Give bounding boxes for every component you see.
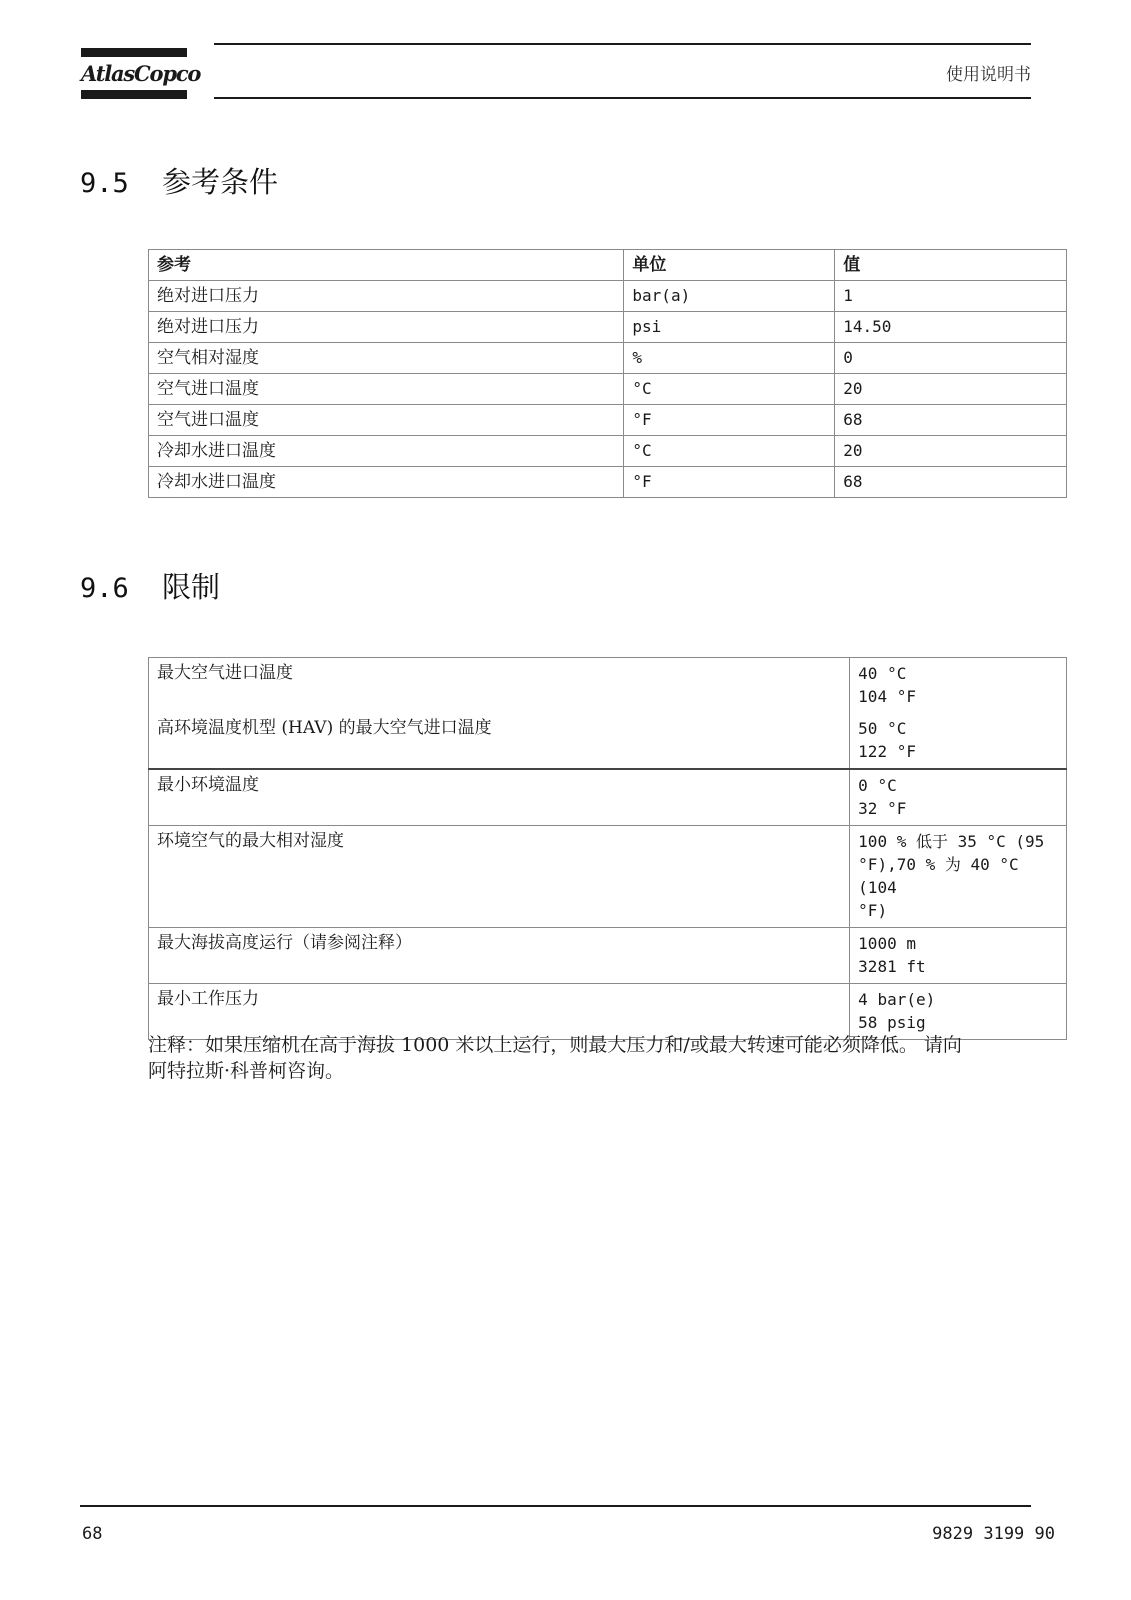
note-line: 注释：如果压缩机在高于海拔 1000 米以上运行，则最大压力和/或最大转速可能必须降低。 请向	[148, 1034, 962, 1056]
value-line: 4 bar(e)	[858, 990, 936, 1009]
section-heading-9-5	[80, 160, 278, 201]
table-row	[149, 467, 1067, 498]
table-row	[149, 769, 1067, 826]
note-line: 阿特拉斯·科普柯咨询。	[148, 1060, 345, 1082]
value-cell: 20	[835, 374, 1067, 405]
value-cell: 68	[835, 405, 1067, 436]
table-row	[149, 928, 1067, 984]
header-rule-bottom	[214, 97, 1031, 99]
limit-label-cell: 最小工作压力	[149, 984, 850, 1040]
section-title: 参考条件	[162, 165, 279, 199]
reference-cell: 冷却水进口温度	[149, 467, 624, 498]
value-cell: 0	[835, 343, 1067, 374]
header-rule-top	[214, 43, 1031, 45]
table-row	[149, 826, 1067, 928]
value-cell: 68	[835, 467, 1067, 498]
value-line: 32 °F	[858, 799, 907, 818]
table-row	[149, 374, 1067, 405]
reference-cell: 冷却水进口温度	[149, 436, 624, 467]
limit-value-cell	[850, 769, 1067, 826]
reference-cell: 空气相对湿度	[149, 343, 624, 374]
reference-cell: 空气进口温度	[149, 405, 624, 436]
table-row	[149, 436, 1067, 467]
unit-cell: bar(a)	[624, 281, 835, 312]
limit-label-cell: 最大空气进口温度	[149, 658, 850, 714]
page-number: 68	[82, 1524, 103, 1544]
logo-text: AtlasCopco	[81, 61, 201, 86]
unit-cell: psi	[624, 312, 835, 343]
limit-label-cell: 环境空气的最大相对湿度	[149, 826, 850, 928]
value-line: 122 °F	[858, 742, 916, 761]
table-row	[149, 405, 1067, 436]
column-header-unit: 单位	[624, 250, 835, 281]
limit-value-cell	[850, 713, 1067, 769]
unit-cell: °F	[624, 405, 835, 436]
value-line: 1000 m	[858, 934, 916, 953]
section-number: 9.6	[80, 573, 129, 604]
footer-rule	[80, 1505, 1031, 1507]
unit-cell: °C	[624, 374, 835, 405]
logo-bar-top	[81, 48, 187, 57]
column-header-reference: 参考	[149, 250, 624, 281]
table-header-row	[149, 250, 1067, 281]
value-line: °F),70 % 为 40 °C (104	[858, 855, 1019, 897]
limit-label-cell: 最小环境温度	[149, 769, 850, 826]
section-number: 9.5	[80, 168, 129, 199]
logo-bar-bottom	[81, 90, 187, 99]
reference-cell: 空气进口温度	[149, 374, 624, 405]
unit-cell: °F	[624, 467, 835, 498]
value-line: 100 % 低于 35 °C (95	[858, 832, 1045, 851]
table-row	[149, 343, 1067, 374]
value-line: 50 °C	[858, 719, 907, 738]
value-cell: 14.50	[835, 312, 1067, 343]
table-row	[149, 312, 1067, 343]
document-number: 9829 3199 90	[932, 1524, 1055, 1544]
unit-cell: %	[624, 343, 835, 374]
limit-value-cell	[850, 928, 1067, 984]
value-cell: 20	[835, 436, 1067, 467]
value-line: 3281 ft	[858, 957, 926, 976]
column-header-value: 值	[835, 250, 1067, 281]
limit-label-cell: 高环境温度机型 (HAV) 的最大空气进口温度	[149, 713, 850, 769]
value-line: 0 °C	[858, 776, 897, 795]
unit-cell: °C	[624, 436, 835, 467]
limitations-table	[148, 657, 1067, 1040]
table-row	[149, 713, 1067, 769]
value-line: 104 °F	[858, 687, 916, 706]
section-heading-9-6	[80, 565, 220, 606]
value-line: °F)	[858, 901, 888, 920]
value-line: 58 psig	[858, 1013, 926, 1032]
table-row	[149, 658, 1067, 714]
reference-cell: 绝对进口压力	[149, 281, 624, 312]
limit-value-cell	[850, 658, 1067, 714]
limit-label-cell: 最大海拔高度运行（请参阅注释）	[149, 928, 850, 984]
limit-value-cell	[850, 826, 1067, 928]
altitude-note	[148, 1032, 1068, 1084]
value-cell: 1	[835, 281, 1067, 312]
reference-conditions-table	[148, 249, 1067, 498]
document-title: 使用说明书	[946, 65, 1031, 85]
atlas-copco-logo	[81, 48, 201, 100]
reference-cell: 绝对进口压力	[149, 312, 624, 343]
section-title: 限制	[162, 570, 221, 604]
table-row	[149, 281, 1067, 312]
value-line: 40 °C	[858, 664, 907, 683]
